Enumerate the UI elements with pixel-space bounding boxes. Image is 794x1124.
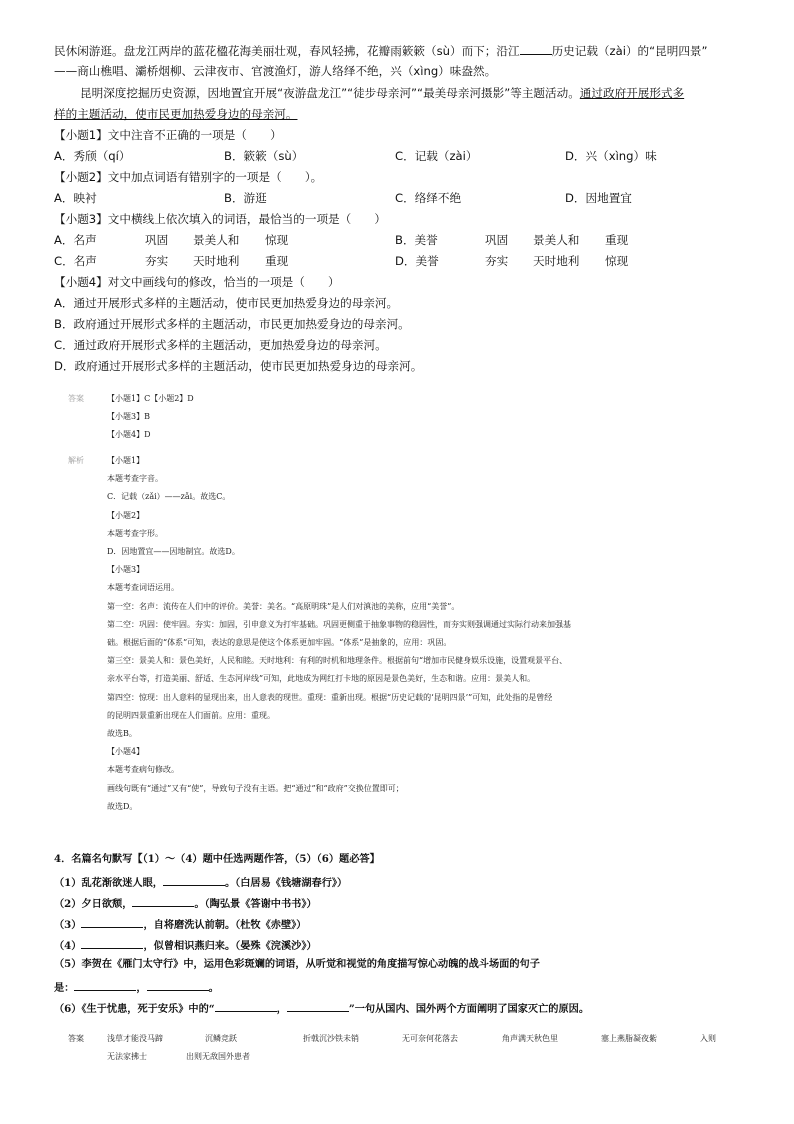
- q-text: （1）乱花渐欲迷人眼，: [54, 877, 163, 889]
- q4-option-a: A．通过开展形式多样的主题活动，使市民更加热爱身边的母亲河。: [54, 296, 399, 310]
- q3-option-d-word3: 天时地利: [533, 254, 580, 268]
- section4-q5: （5）李贺在《雁门太守行》中，运用色彩斑斓的词语，从听觉和视觉的角度描写惊心动魄的战斗场面的句子: [54, 958, 540, 970]
- q3-option-b-word2: 巩固: [485, 233, 509, 247]
- answer2-item: 塞上燕脂凝夜紫: [601, 1034, 657, 1043]
- analysis-line: C．记载（zǎi）——zǎi。故选C。: [107, 492, 231, 502]
- passage-text: 昆明深度挖掘历史资源，因地置宜开展“夜游盘龙江”“徒步母亲河”“最美母亲河摄影”等主题活动。: [80, 86, 580, 100]
- underlined-sentence: 通过政府开展形式多: [579, 86, 685, 100]
- q-text: 是：: [54, 982, 75, 994]
- q2-option-d: D．因地置宜: [565, 191, 632, 205]
- q1-option-a: A．秀颀（qí）: [54, 149, 131, 163]
- answer-line-2: 【小题3】B: [107, 412, 150, 421]
- section4-q4: [54, 936, 317, 953]
- analysis-tag: 解析: [68, 456, 84, 465]
- q1-option-c: C．记载（zài）: [395, 149, 478, 163]
- q4-stem: 【小题4】对文中画线句的修改，恰当的一项是（ ）: [54, 275, 340, 289]
- analysis-line: 的昆明四景重新出现在人们面前。应用：重现。: [107, 710, 275, 720]
- answer2-item: 入则: [700, 1034, 716, 1043]
- answer-blank: [81, 936, 143, 949]
- analysis-line: 第一空：名声：流传在人们中的评价。美誉：美名。“高原明珠”是人们对滇池的美称，应用“美誉”。: [107, 601, 460, 611]
- analysis-line: 故选B。: [107, 729, 137, 738]
- q-text: ，自将磨洗认前朝。（杜牧《赤壁》）: [143, 919, 307, 931]
- q3-option-d-word1: D．美誉: [395, 254, 439, 268]
- fill-blank: [520, 42, 552, 55]
- answer-blank: [163, 873, 225, 886]
- analysis-line: 画线句既有“通过”又有“使”，导致句子没有主语。把“通过”和“政府”交换位置即可；: [107, 783, 404, 793]
- analysis-line: D．因地置宜——因地制宜。故选D。: [107, 547, 240, 556]
- q-text: （2）夕日欲颓，: [54, 898, 133, 910]
- q3-option-a-word1: A．名声: [54, 233, 97, 247]
- q-text: （6）《生于忧患，死于安乐》中的“: [54, 1003, 215, 1015]
- answer-blank: [215, 999, 277, 1012]
- q-text: （4）: [54, 940, 82, 952]
- passage-text: 历史记载（zài）的“昆明四景”: [551, 44, 708, 58]
- answer2-item: 无可奈何花落去: [402, 1034, 458, 1043]
- q-text: ，似曾相识燕归来。（晏殊《浣溪沙》）: [143, 940, 317, 952]
- answer2-item: 角声满天秋色里: [502, 1034, 558, 1043]
- analysis-line: 本题考查词语运用。: [107, 583, 179, 593]
- section4-q6: [54, 999, 589, 1016]
- analysis-line: 本题考查病句修改。: [107, 765, 179, 775]
- answer2-item: 无法家拂士: [107, 1052, 147, 1061]
- answer-blank: [74, 978, 136, 991]
- analysis-line: 第二空：巩固：使牢固。夯实：加固，引申意义为打牢基础。巩固更侧重于抽象事物的稳固性，而夯实则强调通过实际行动来加强基: [107, 619, 571, 629]
- q3-option-a-word2: 巩固: [145, 233, 169, 247]
- q-text: 。: [208, 982, 219, 994]
- answer2-item: 浅草才能没马蹄: [107, 1034, 163, 1043]
- answer2-item: 折戟沉沙铁未销: [303, 1034, 359, 1043]
- answer-blank: [81, 915, 143, 928]
- q3-option-b-word3: 景美人和: [533, 233, 580, 247]
- answer-blank: [147, 978, 209, 991]
- q-text: ，: [136, 982, 147, 994]
- answer-line-1: 【小题1】C【小题2】D: [107, 394, 194, 403]
- passage-text: 民休闲游逛。盘龙江两岸的蓝花楹花海美丽壮观，春风轻拂，花瓣雨簌簌（sù）而下；沿江: [54, 44, 520, 58]
- q3-option-a-word4: 惊现: [265, 233, 289, 247]
- analysis-line: 本题考查字形。: [107, 528, 163, 538]
- analysis-line: 【小题2】: [107, 510, 145, 520]
- answer-line-3: 【小题4】D: [107, 430, 151, 439]
- passage-line-4: [54, 106, 297, 122]
- section4-q3: [54, 915, 306, 932]
- q3-option-a-word3: 景美人和: [193, 233, 240, 247]
- passage-line-2: ——商山樵唱、灞桥烟柳、云津夜市、官渡渔灯，游人络绎不绝，兴（xìng）味盎然。: [54, 64, 497, 78]
- q2-stem: 【小题2】文中加点词语有错别字的一项是（ ）。: [54, 170, 323, 184]
- analysis-line: 础。根据后面的“体系”可知，表达的意思是使这个体系更加牢固。“体系”是抽象的，应用：巩固。: [107, 638, 452, 647]
- analysis-line: 第三空：景美人和：景色美好，人民和睦。天时地利：有利的时机和地理条件。根据前句“增加市民健身娱乐设施，设置观景平台、: [107, 656, 568, 666]
- underlined-sentence: 样的主题活动，使市民更加热爱身边的母亲河。: [54, 107, 298, 121]
- q3-option-c-word3: 天时地利: [193, 254, 240, 268]
- q3-stem: 【小题3】文中横线上依次填入的词语，最恰当的一项是（ ）: [54, 212, 387, 226]
- answer-tag: 答案: [68, 394, 84, 403]
- q-text: 。（陶弘景《答谢中书书》）: [194, 898, 317, 910]
- q4-option-c: C．通过政府开展形式多样的主题活动，更加热爱身边的母亲河。: [54, 338, 387, 352]
- analysis-line: 【小题4】: [107, 747, 145, 757]
- q2-option-c: C．络绎不绝: [395, 191, 462, 205]
- analysis-line: 【小题3】: [107, 565, 145, 575]
- q3-option-d-word4: 惊现: [605, 254, 629, 268]
- analysis-line: 亲水平台等，打造美丽、舒适、生态河岸线”可知，此地成为网红打卡地的原因是景色美好，生态和谐。应用：景美人和。: [107, 674, 536, 684]
- q4-option-d: D．政府通过开展形式多样的主题活动，使市民更加热爱身边的母亲河。: [54, 359, 423, 373]
- q-text: ”一句从国内、国外两个方面阐明了国家灭亡的原因。: [348, 1003, 590, 1015]
- answer2-item: 沉鳞竞跃: [205, 1034, 237, 1043]
- q1-stem: 【小题1】文中注音不正确的一项是（ ）: [54, 128, 282, 142]
- section4-q5-cont: [54, 978, 219, 995]
- q3-option-d-word2: 夯实: [485, 254, 509, 268]
- q3-option-c-word4: 重现: [265, 254, 289, 268]
- q3-option-b-word1: B．美誉: [395, 233, 438, 247]
- q3-option-b-word4: 重现: [605, 233, 629, 247]
- q-text: 。（白居易《钱塘湖春行》）: [224, 877, 348, 889]
- q2-option-b: B．游逛: [224, 191, 267, 205]
- analysis-line: 本题考查字音。: [107, 474, 163, 484]
- answer2-item: 出则无敌国外患者: [186, 1052, 250, 1061]
- q3-option-c-word2: 夯实: [145, 254, 169, 268]
- q4-option-b: B．政府通过开展形式多样的主题活动，市民更加热爱身边的母亲河。: [54, 317, 410, 331]
- analysis-line: 【小题1】: [107, 456, 145, 465]
- section4-q2: [54, 894, 317, 911]
- passage-line-1: [54, 42, 708, 59]
- passage-line-3: [80, 85, 684, 101]
- q1-option-d: D．兴（xìng）味: [565, 149, 657, 163]
- answer2-tag: 答案: [68, 1034, 84, 1043]
- section4-title: 4．名篇名句默写【（1）～（4）题中任选两题作答，（5）（6）题必答】: [54, 853, 380, 865]
- analysis-line: 故选D。: [107, 801, 138, 811]
- q1-option-b: B．簌簌（sù）: [224, 149, 304, 163]
- q3-option-c-word1: C．名声: [54, 254, 97, 268]
- answer-blank: [132, 894, 194, 907]
- q2-option-a: A．映衬: [54, 191, 97, 205]
- q-text: （3）: [54, 919, 82, 931]
- section4-q1: [54, 873, 347, 890]
- analysis-line: 第四空：惊现：出人意料的显现出来，出人意表的现世。重现：重新出现。根据“历史记载的‘昆明四景’”可知，此处指的是曾经: [107, 692, 553, 702]
- answer-blank: [287, 999, 349, 1012]
- q-text: ，: [276, 1003, 287, 1015]
